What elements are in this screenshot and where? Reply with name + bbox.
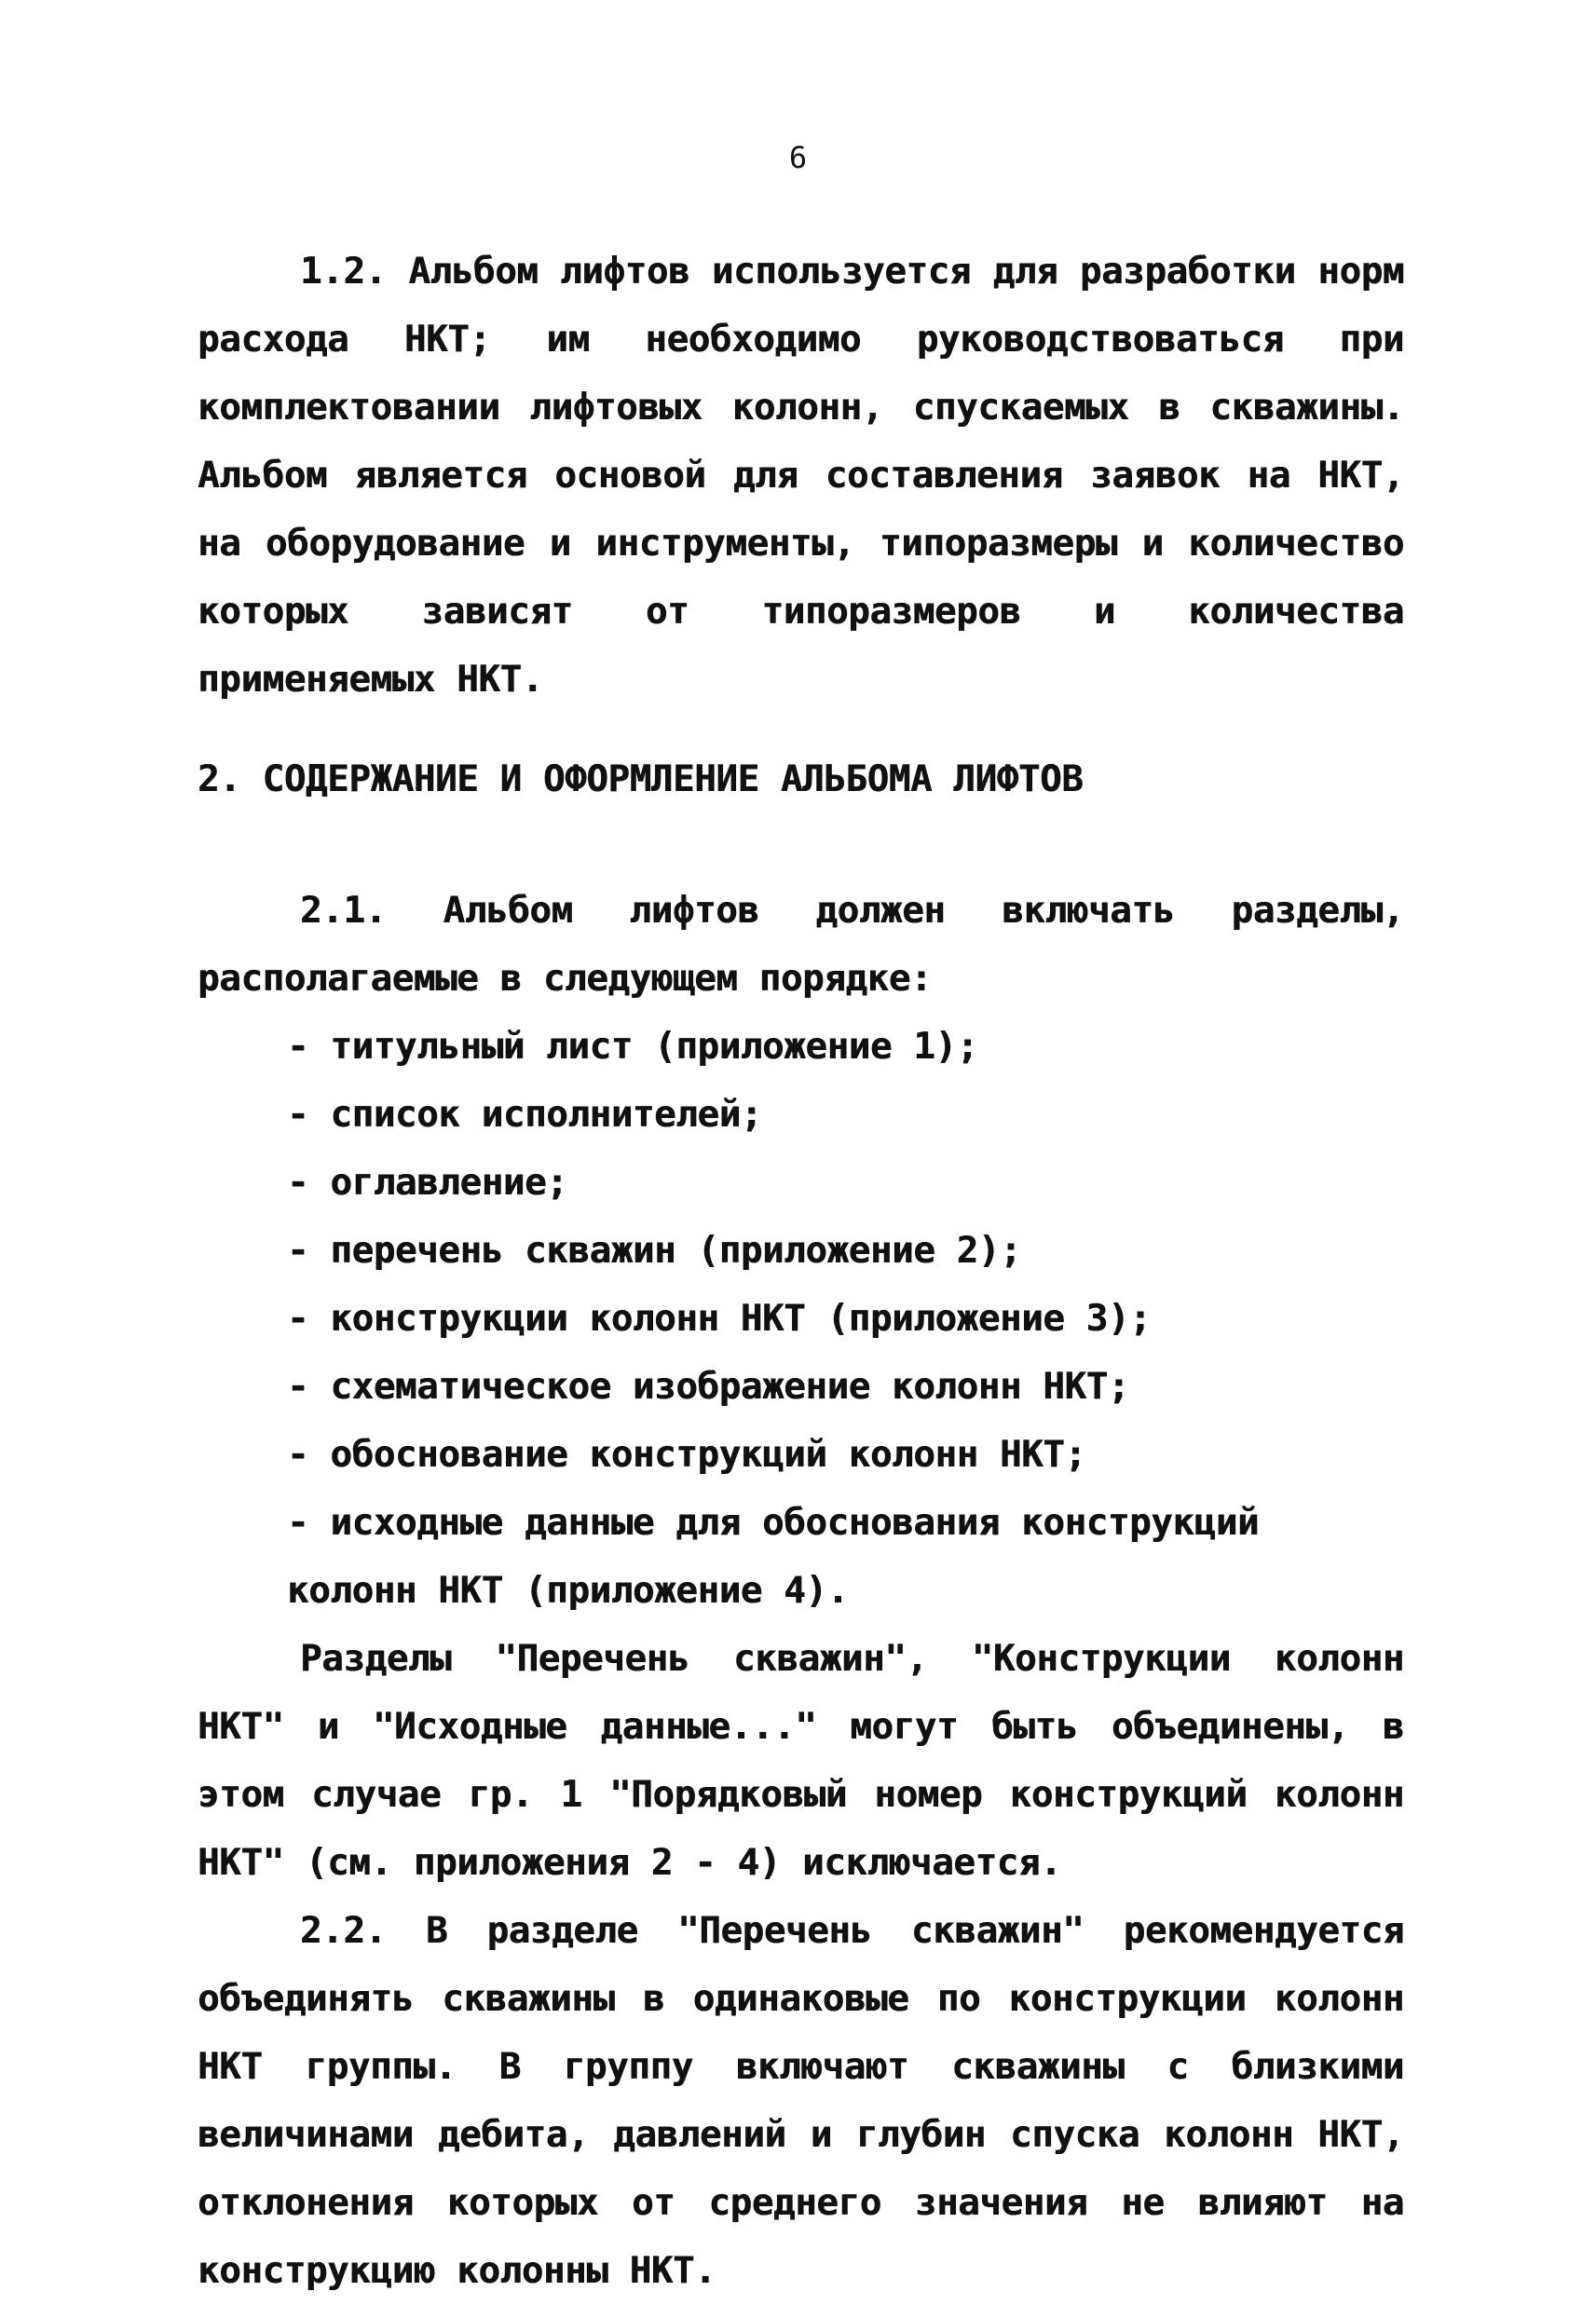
list-item: - оглавление; [287,1162,568,1204]
list-item: - обоснование конструкций колонн НКТ; [287,1434,1086,1476]
list-item: - список исполнителей; [287,1094,762,1136]
list-item-last-line2: (приложение 4). [525,1570,849,1612]
paragraph-sections-note: Разделы "Перечень скважин", "Конструкции колонн НКТ" и "Исходные данные..." могут быть объединены, в этом случае гр. 1 "Порядковый номер конструкций колонн НКТ" (см. приложения 2 - 4) исключается. [198,1638,1404,1884]
paragraph-2-2: 2.2. В разделе "Перечень скважин" рекомендуется объединять скважины в одинаковые по конструкции колонн НКТ группы. В группу включают скважины с близкими величинами дебита, давлений и глубин спуска колонн НКТ, отклонения которых от среднего значения не влияют на конструкцию колонны НКТ. [198,1910,1404,2292]
page-number: 6 [788,140,808,175]
list-item: - перечень скважин (приложение 2); [287,1230,1022,1272]
paragraph-1-2: 1.2. Альбом лифтов используется для разработки норм расхода НКТ; им необходимо руководствоваться при комплектовании лифтовых колонн, спускаемых в скважины. Альбом является основой для составления заявок на НКТ, на оборудование и инструменты, типоразмеры и количество которых зависят от типоразмеров и количества применяемых НКТ. [198,251,1404,701]
list-item: - титульный лист (приложение 1); [287,1026,978,1068]
sections-list [198,1013,1404,1625]
list-item: - конструкции колонн НКТ (приложение 3); [287,1298,1152,1340]
paragraph-2-1-intro: 2.1. Альбом лифтов должен включать разделы, располагаемые в следующем порядке: [198,890,1404,1000]
page-content [198,238,1404,2305]
list-item-last-line1: - исходные данные для обоснования конструкций колонн НКТ [287,1502,1260,1612]
list-item [287,1489,1404,1625]
list-item: - схематическое изображение колонн НКТ; [287,1366,1130,1408]
section-heading: 2. СОДЕРЖАНИЕ И ОФОРМЛЕНИЕ АЛЬБОМА ЛИФТОВ [198,758,1084,800]
